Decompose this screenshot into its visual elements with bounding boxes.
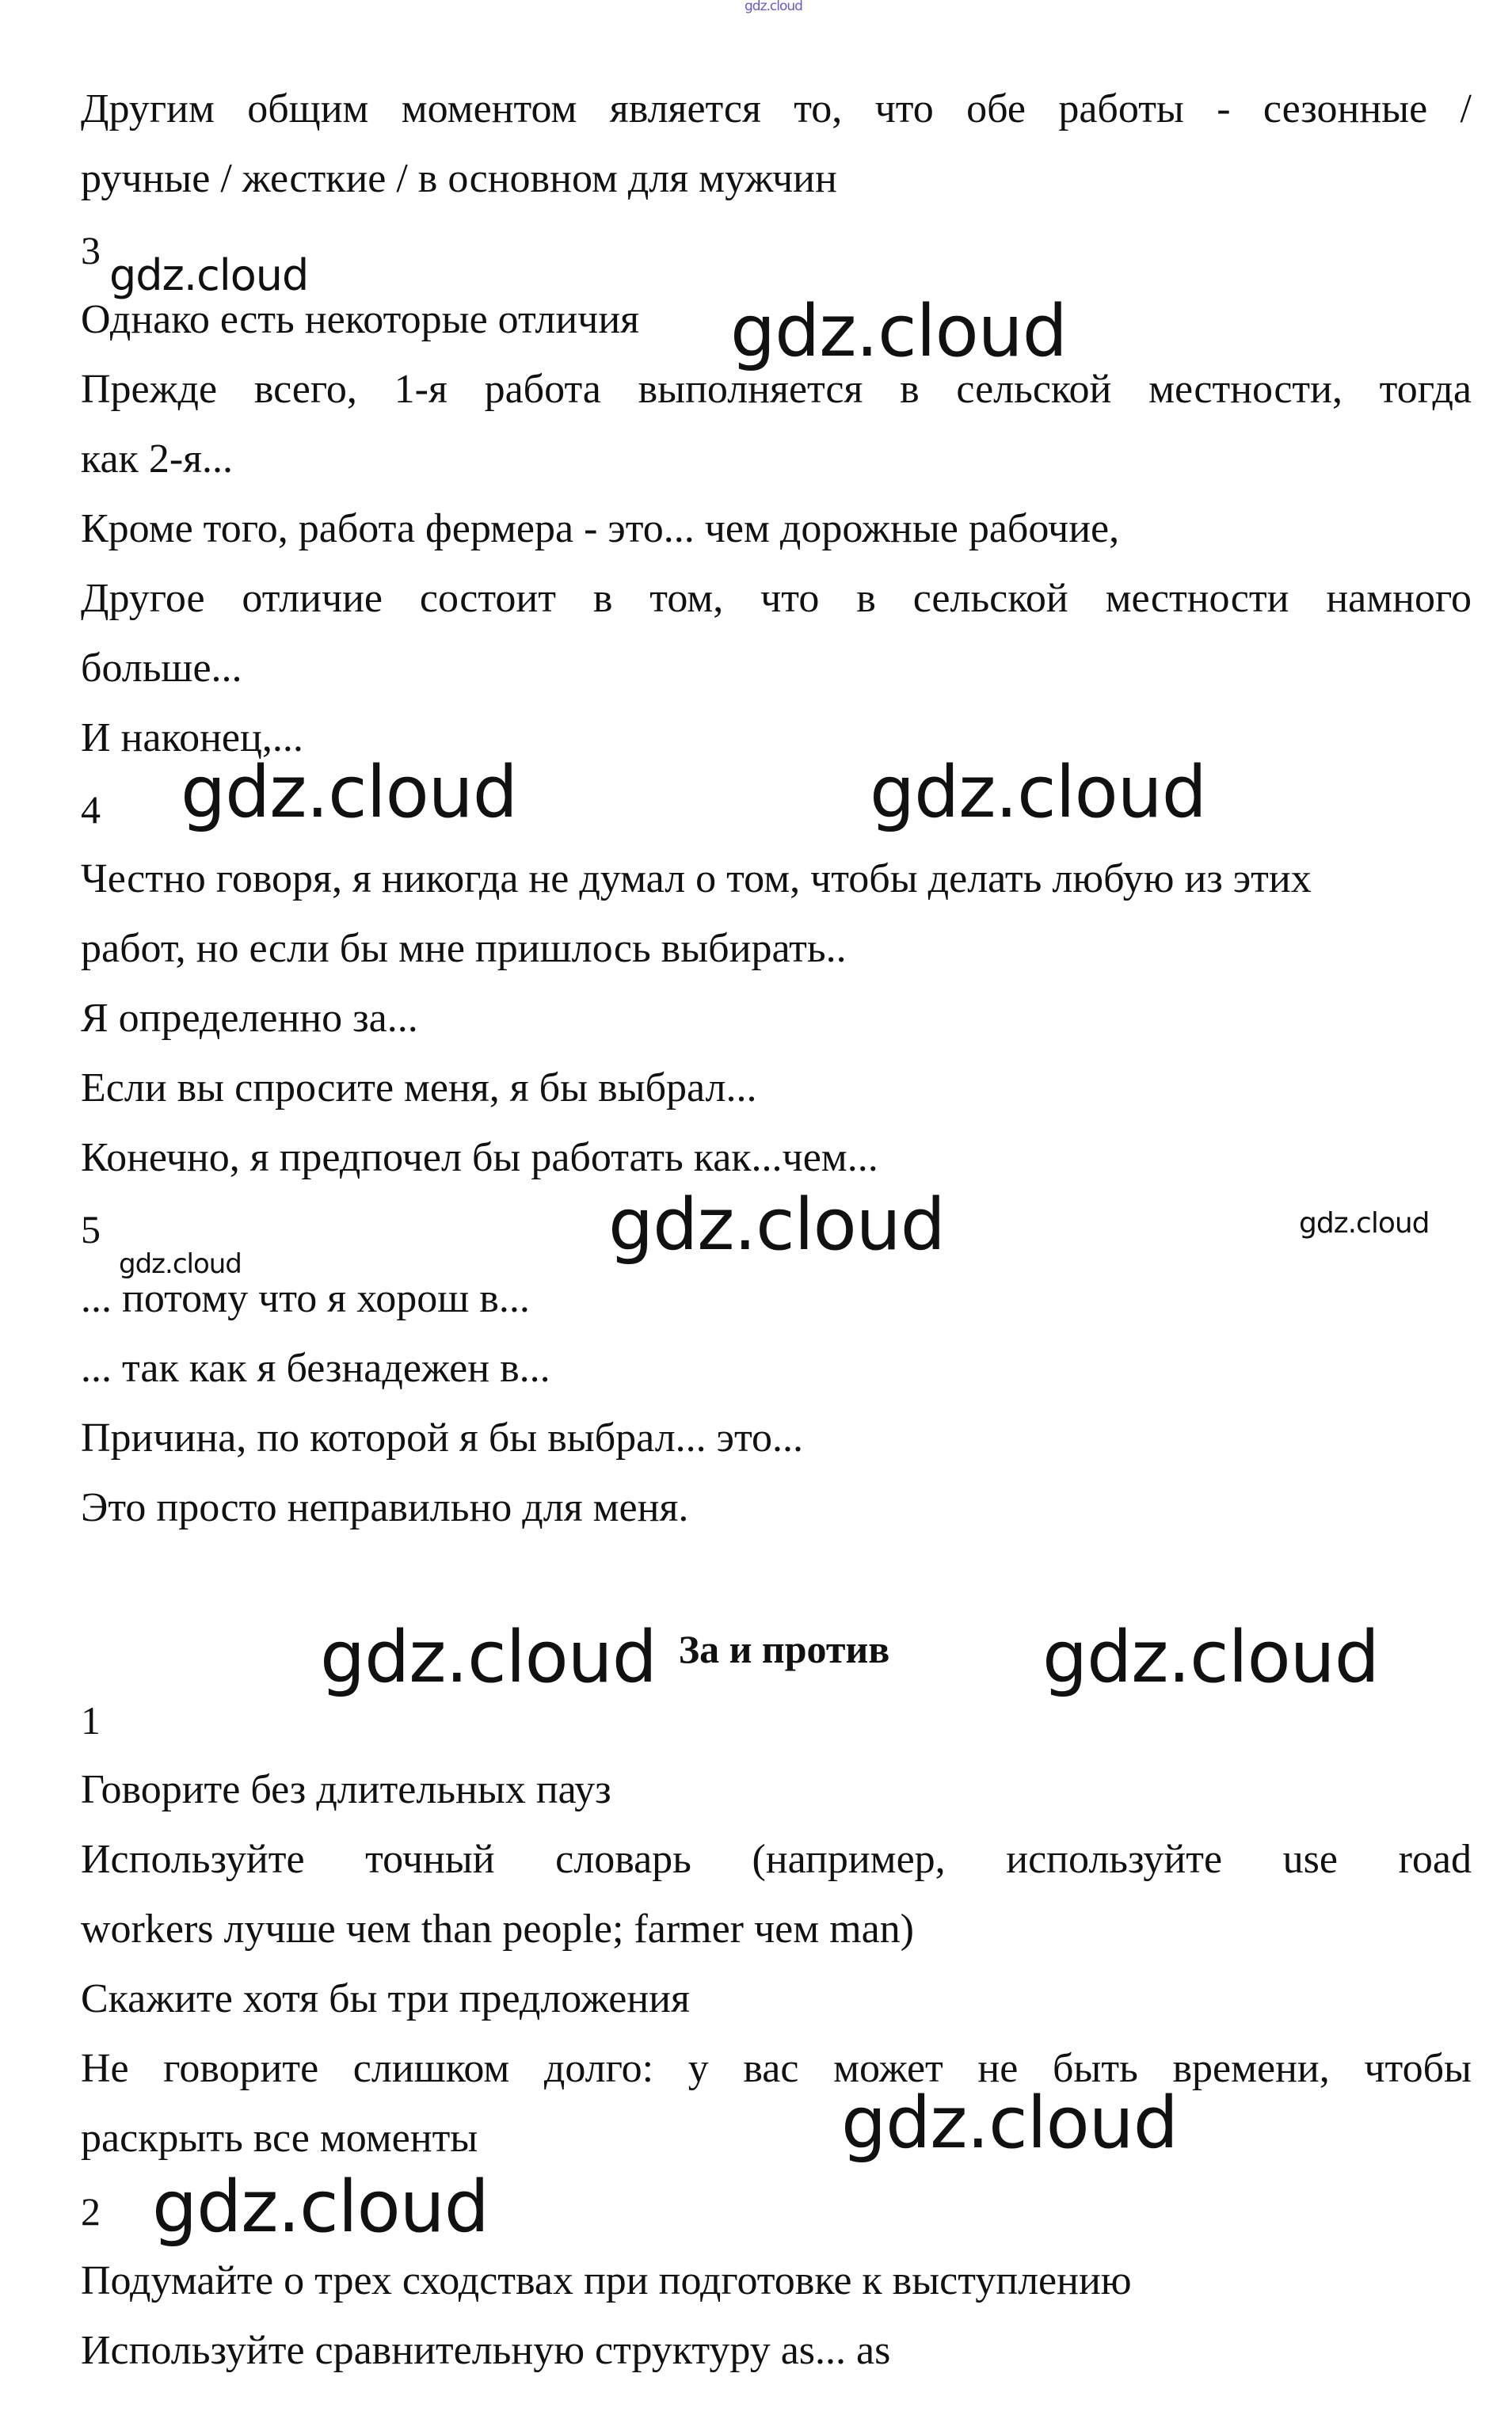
text-line: Используйте точный словарь (например, используйте use road <box>81 1837 1472 1882</box>
text-line: ... так как я безнадежен в... <box>81 1346 550 1391</box>
section-number: 3 <box>81 228 101 272</box>
section-number: 2 <box>81 2189 101 2234</box>
text-line: раскрыть все моменты <box>81 2116 478 2161</box>
watermark: gdz.cloud <box>1299 1207 1430 1240</box>
watermark: gdz.cloud <box>608 1183 945 1267</box>
text-line: Прежде всего, 1-я работа выполняется в сельской местности, тогда <box>81 367 1472 412</box>
text-line: Конечно, я предпочел бы работать как...чем... <box>81 1135 878 1180</box>
watermark: gdz.cloud <box>320 1616 657 1699</box>
watermark: gdz.cloud <box>841 2082 1178 2165</box>
text-line: Другим общим моментом является то, что обе работы - сезонные / <box>81 86 1472 131</box>
section-number: 4 <box>81 787 101 832</box>
text-line: Другое отличие состоит в том, что в сельской местности намного <box>81 576 1472 621</box>
text-line: Честно говоря, я никогда не думал о том, чтобы делать любую из этих <box>81 856 1312 901</box>
text-line: Используйте сравнительную структуру as... as <box>81 2328 891 2373</box>
text-line: больше... <box>81 646 242 691</box>
text-line: workers лучше чем than people; farmer чем man) <box>81 1907 914 1952</box>
text-line: Подумайте о трех сходствах при подготовке к выступлению <box>81 2258 1132 2303</box>
text-line: Говорите без длительных пауз <box>81 1767 611 1812</box>
text-line: Если вы спросите меня, я бы выбрал... <box>81 1065 757 1110</box>
watermark-top: gdz.cloud <box>745 0 802 14</box>
text-line: Я определенно за... <box>81 996 418 1041</box>
text-line: ... потому что я хорош в... <box>81 1276 530 1321</box>
section-number: 5 <box>81 1207 101 1251</box>
text-line: Кроме того, работа фермера - это... чем дорожные рабочие, <box>81 506 1120 551</box>
watermark: gdz.cloud <box>181 751 517 834</box>
section-number: 1 <box>81 1698 101 1743</box>
text-line: работ, но если бы мне пришлось выбирать.. <box>81 926 847 971</box>
text-line: Скажите хотя бы три предложения <box>81 1976 690 2021</box>
watermark: gdz.cloud <box>1042 1616 1379 1699</box>
watermark: gdz.cloud <box>109 250 309 300</box>
text-line: ручные / жесткие / в основном для мужчин <box>81 156 837 201</box>
text-line: Однако есть некоторые отличия <box>81 297 640 342</box>
watermark: gdz.cloud <box>730 290 1067 373</box>
section-heading: За и против <box>678 1627 890 1671</box>
text-line: как 2-я... <box>81 436 234 482</box>
watermark: gdz.cloud <box>870 751 1206 834</box>
watermark: gdz.cloud <box>119 1248 242 1280</box>
watermark: gdz.cloud <box>152 2166 489 2249</box>
text-line: Это просто неправильно для меня. <box>81 1485 689 1530</box>
text-line: Не говорите слишком долго: у вас может не быть времени, чтобы <box>81 2046 1472 2091</box>
text-line: И наконец,... <box>81 715 303 760</box>
text-line: Причина, по которой я бы выбрал... это... <box>81 1415 804 1461</box>
